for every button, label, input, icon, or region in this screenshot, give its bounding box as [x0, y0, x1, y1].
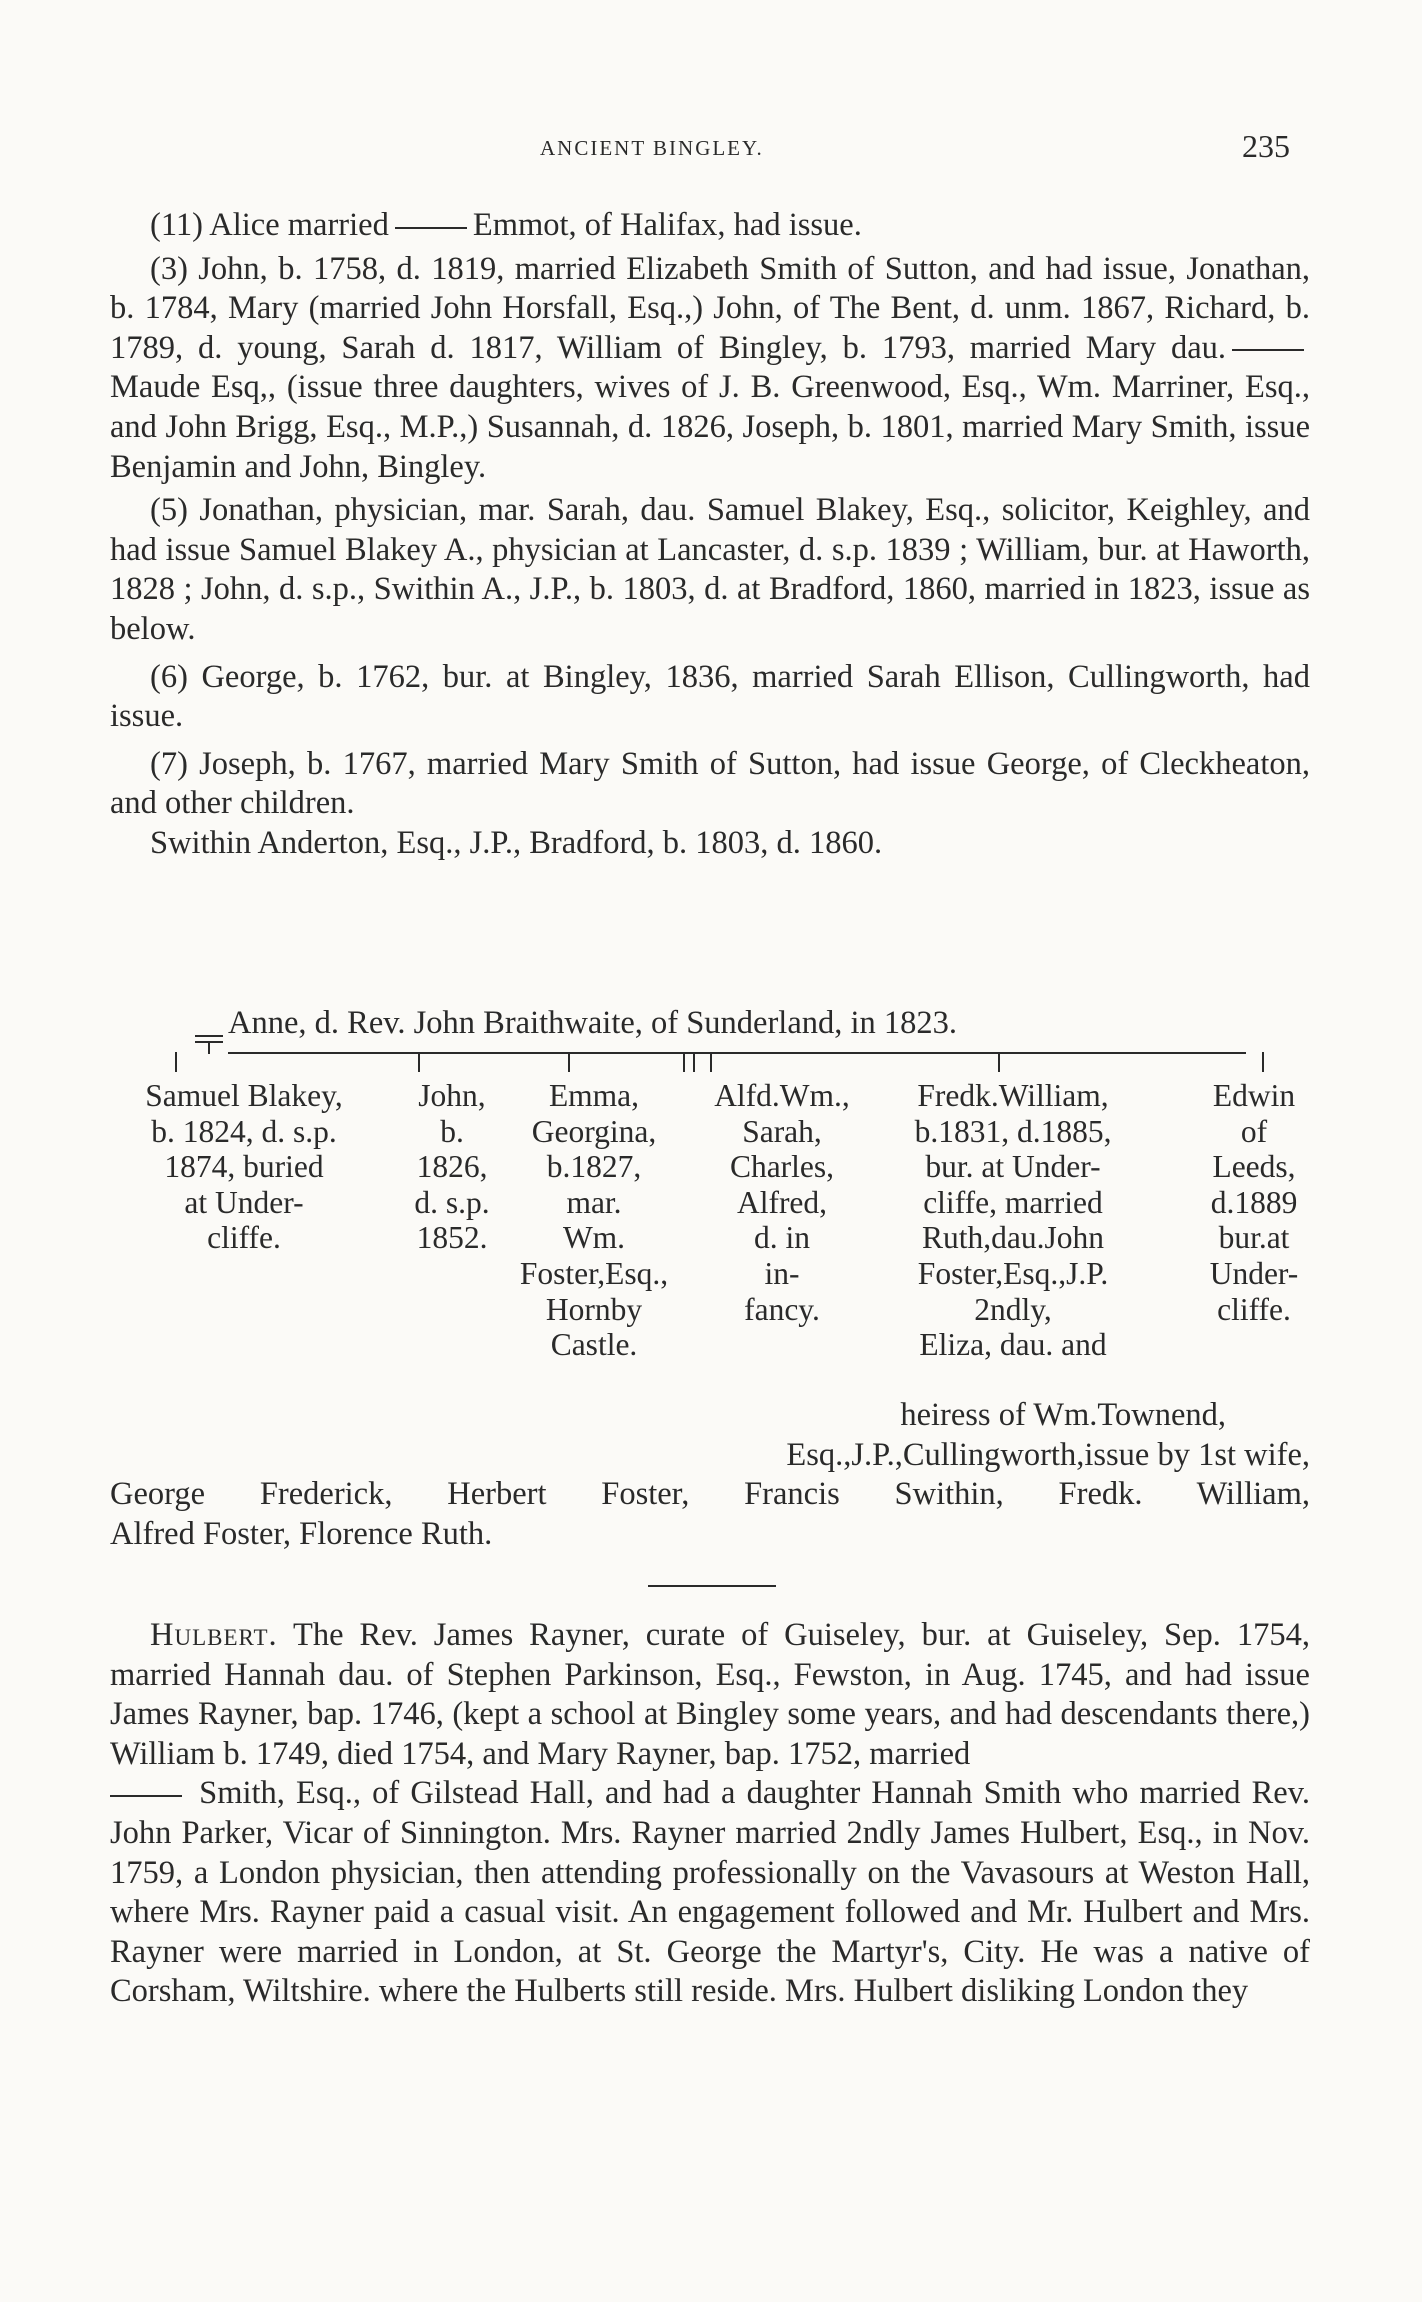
- family-notes: [110, 206, 1310, 864]
- genealogy-father: Swithin Anderton, Esq., J.P., Bradford, b. 1803, d. 1860.: [150, 824, 883, 861]
- section-divider: [648, 1585, 776, 1587]
- section-heading: Hulbert.: [150, 1617, 278, 1653]
- paragraph-7: (7) Joseph, b. 1767, married Mary Smith of Sutton, had issue George, of Cleckheaton, and other children.: [110, 745, 1310, 822]
- marriage-symbol: [195, 1030, 223, 1054]
- descent-tick: [998, 1052, 1000, 1072]
- genealogy-mother: Anne, d. Rev. John Braithwaite, of Sunderland, in 1823.: [228, 1005, 958, 1041]
- descent-tick: [710, 1052, 712, 1072]
- descent-tick: [568, 1052, 570, 1072]
- descent-tick: [1262, 1052, 1264, 1072]
- name-omission-dash: [110, 1795, 182, 1797]
- name-omission-dash: [1232, 349, 1304, 351]
- hulbert-paragraph: Hulbert. The Rev. James Rayner, curate of Guiseley, bur. at Guiseley, Sep. 1754, married Hannah dau. of Stephen Parkinson, Esq., Fewston, in Aug. 1745, and had issue James Rayner, bap. 1746, (kept a school at Bingley some years, and had descendants there,) William b. 1749, died 1754, and Mary Rayner, bap. 1752, married Smith, Esq., of Gilstead Hall, and had a daughter Hannah Smith who married Rev. John Parker, Vicar of Sinnington. Mrs. Rayner married 2ndly James Hulbert, Esq., in Nov. 1759, a London physician, then attending professionally on the Vavasours at Weston Hall, where Mrs. Rayner paid a casual visit. An engagement followed and Mr. Hulbert and Mrs. Rayner were married in London, at St. George the Martyr's, City. He was a native of Corsham, Wiltshire. where the Hulberts still reside. Mrs. Hulbert disliking London they: [110, 1617, 1310, 2010]
- paragraph-11: (11) Alice married Emmot, of Halifax, had issue.: [150, 207, 862, 243]
- hulbert-section: [110, 1616, 1310, 2012]
- genealogy-continuation: heiress of Wm.Townend, Esq.,J.P.,Cullingworth,issue by 1st wife, George Frederick, Herbert Foster, Francis Swithin, Fredk. William, Alfred Foster, Florence Ruth.: [110, 1397, 1310, 1552]
- child-emma-georgina: Emma, Georgina, b.1827, mar. Wm. Foster,Esq., Hornby Castle.: [519, 1078, 669, 1363]
- descent-line: [228, 1052, 1246, 1054]
- name-omission-dash: [395, 227, 467, 229]
- descent-tick: [418, 1052, 420, 1072]
- descent-tick: [693, 1052, 695, 1072]
- page-header: [0, 128, 1422, 168]
- child-alfred-william: Alfd.Wm., Sarah, Charles, Alfred, d. in in- fancy.: [714, 1078, 850, 1327]
- descent-tick: [175, 1052, 177, 1072]
- paragraph-6: (6) George, b. 1762, bur. at Bingley, 1836, married Sarah Ellison, Cullingworth, had issue.: [110, 658, 1310, 735]
- descent-tick: [683, 1052, 685, 1072]
- child-frederick-william: Fredk.William, b.1831, d.1885, bur. at Under- cliffe, married Ruth,dau.John Foster,Esq.,J.P. 2ndly, Eliza, dau. and: [914, 1078, 1112, 1363]
- child-samuel-blakey: Samuel Blakey, b. 1824, d. s.p. 1874, buried at Under- cliffe.: [145, 1078, 343, 1256]
- running-title: ANCIENT BINGLEY.: [540, 136, 764, 160]
- child-john: John, b. 1826, d. s.p. 1852.: [414, 1078, 490, 1256]
- paragraph-5: (5) Jonathan, physician, mar. Sarah, dau. Samuel Blakey, Esq., solicitor, Keighley, and had issue Samuel Blakey A., physician at Lancaster, d. s.p. 1839 ; William, bur. at Haworth, 1828 ; John, d. s.p., Swithin A., J.P., b. 1803, d. at Bradford, 1860, married in 1823, issue as below.: [110, 492, 1310, 647]
- child-edwin: Edwin of Leeds, d.1889 bur.at Under- cliffe.: [1209, 1078, 1299, 1327]
- page-number: 235: [1242, 128, 1290, 164]
- paragraph-3: (3) John, b. 1758, d. 1819, married Elizabeth Smith of Sutton, and had issue, Jonathan, b. 1784, Mary (married John Horsfall, Esq.,) John, of The Bent, d. unm. 1867, Richard, b. 1789, d. young, Sarah d. 1817, William of Bingley, b. 1793, married Mary dau.Maude Esq,, (issue three daughters, wives of J. B. Greenwood, Esq., Wm. Marriner, Esq., and John Brigg, Esq., M.P.,) Susannah, d. 1826, Joseph, b. 1801, married Mary Smith, issue Benjamin and John, Bingley.: [110, 250, 1310, 485]
